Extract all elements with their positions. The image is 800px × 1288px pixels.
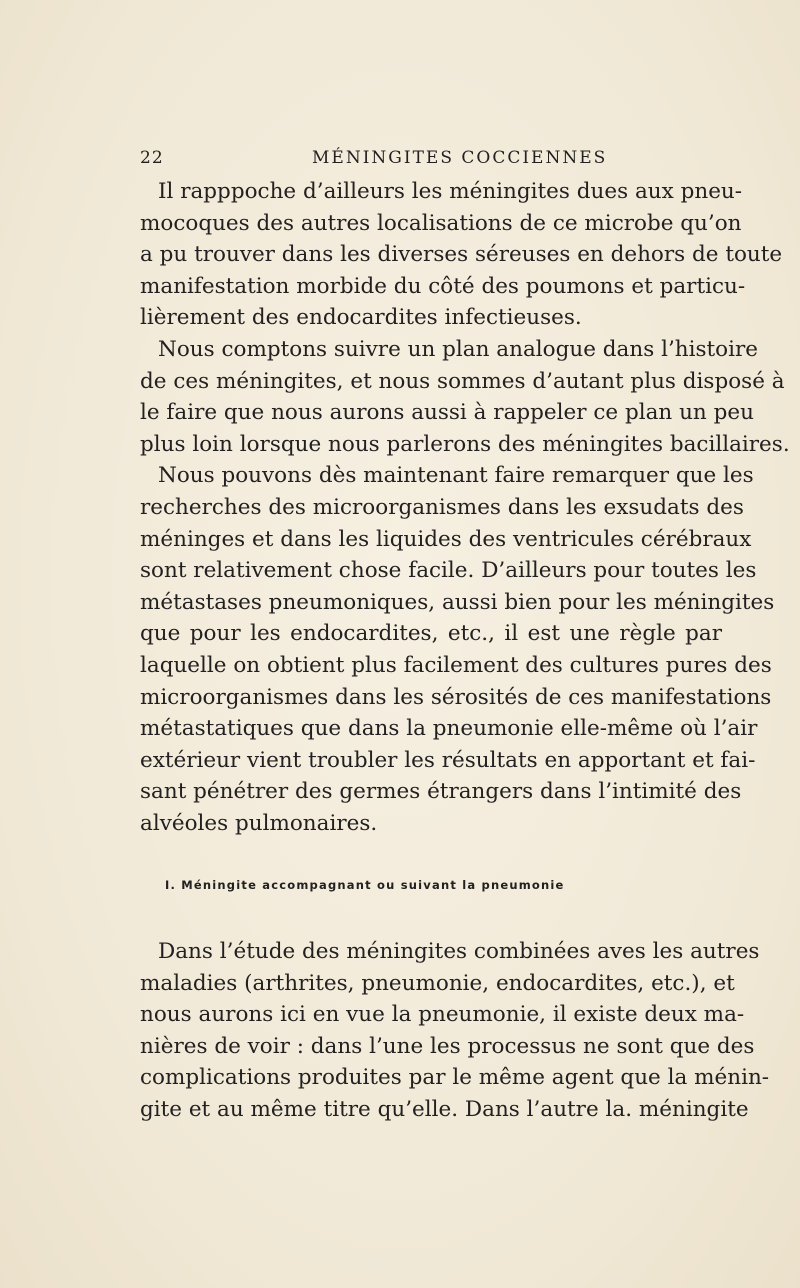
text-line: manifestation morbide du côté des poumons et particu-	[140, 273, 746, 299]
text-line: lièrement des endocardites infectieuses.	[140, 305, 582, 331]
text-line: sont relativement chose facile. D’ailleurs pour toutes les	[140, 558, 757, 584]
text-line: alvéoles pulmonaires.	[140, 810, 378, 836]
text-line: nous aurons ici en vue la pneumonie, il existe deux ma-	[140, 1002, 745, 1028]
text-line: Nous pouvons dès maintenant faire remarquer que les	[158, 463, 754, 489]
body-text-top	[140, 176, 790, 839]
text-line: laquelle on obtient plus facilement des cultures pures des	[140, 652, 772, 678]
body-text-bottom	[140, 936, 770, 1126]
page-header	[140, 148, 720, 176]
text-line: Nous comptons suivre un plan analogue dans l’histoire	[158, 336, 759, 362]
text-line: complications produites par le même agent que la ménin-	[140, 1065, 770, 1091]
text-line: métastases pneumoniques, aussi bien pour les méningites	[140, 589, 775, 615]
text-line: gite et au même titre qu’elle. Dans l’autre la. méningite	[140, 1096, 749, 1122]
running-title: MÉNINGITES COCCIENNES	[312, 148, 608, 168]
text-line: le faire que nous aurons aussi à rappeler ce plan un peu	[140, 400, 754, 426]
text-line: maladies (arthrites, pneumonie, endocardites, etc.), et	[140, 970, 735, 996]
text-line: métastatiques que dans la pneumonie elle-même où l’air	[140, 716, 758, 742]
page-number: 22	[140, 148, 164, 168]
text-line: Dans l’étude des méningites combinées aves les autres	[158, 939, 760, 964]
text-line: que pour les endocardites, etc., il est une règle par	[140, 621, 722, 647]
text-line: nières de voir : dans l’une les processus ne sont que des	[140, 1033, 755, 1059]
text-line: plus loin lorsque nous parlerons des méningites bacillaires.	[140, 431, 790, 457]
text-line: mocoques des autres localisations de ce microbe qu’on	[140, 210, 742, 236]
text-line: sant pénétrer des germes étrangers dans l’intimité des	[140, 779, 742, 805]
text-line: extérieur vient troubler les résultats en apportant et fai-	[140, 747, 756, 773]
text-line: a pu trouver dans les diverses séreuses en dehors de toute	[140, 242, 783, 268]
text-line: de ces méningites, et nous sommes d’autant plus disposé à	[140, 368, 785, 394]
text-line: méninges et dans les liquides des ventricules cérébraux	[140, 526, 752, 552]
section-heading: I. Méningite accompagnant ou suivant la pneumonie	[165, 878, 565, 892]
text-line: Il rapppoche d’ailleurs les méningites dues aux pneu-	[158, 179, 743, 204]
text-line: microorganismes dans les sérosités de ces manifestations	[140, 684, 772, 710]
text-line: recherches des microorganismes dans les exsudats des	[140, 494, 744, 520]
